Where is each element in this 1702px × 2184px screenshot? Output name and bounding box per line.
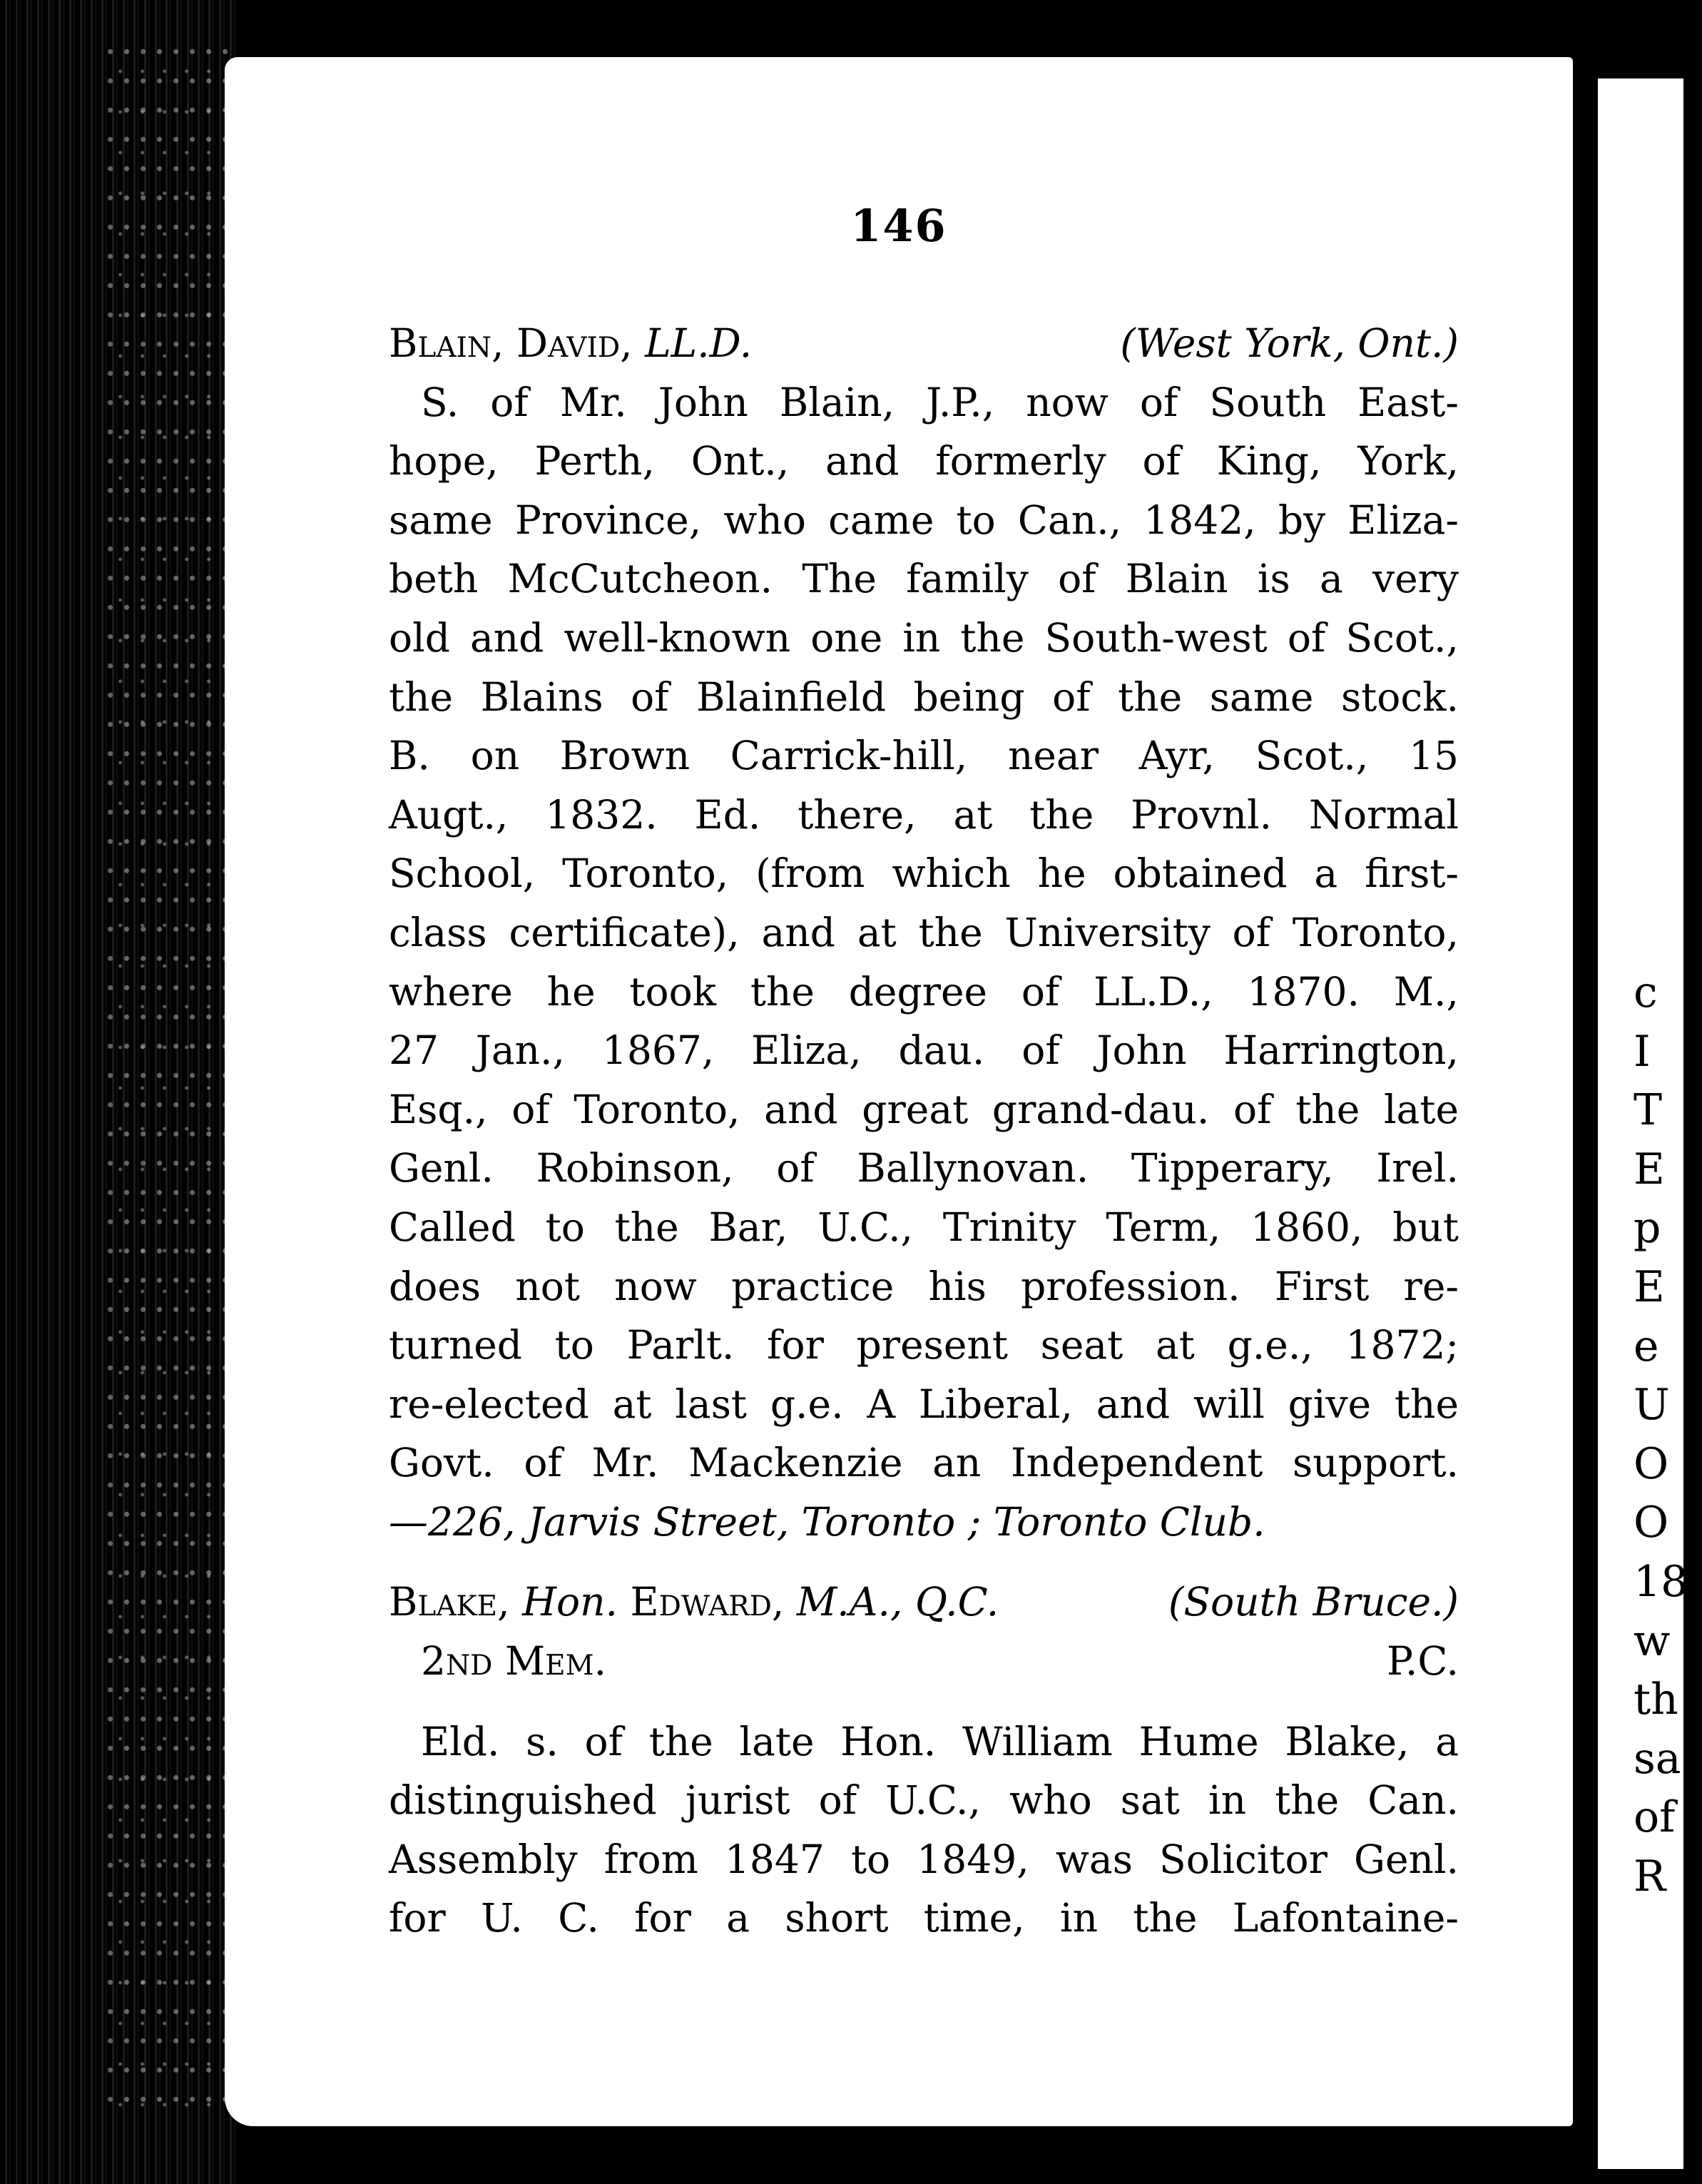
text-block: [389, 314, 1459, 1948]
entry1-line: S. of Mr. John Blain, J.P., now of South East-: [421, 379, 1459, 425]
fragment: O: [1634, 1498, 1669, 1548]
entry1-line: class certificate), and at the University of Toronto,: [389, 909, 1459, 955]
entry1-address: —226, Jarvis Street, Toronto ; Toronto Club.: [389, 1498, 1265, 1545]
entry2-member: 2nd Mem.: [421, 1638, 607, 1685]
entry2-line: Eld. s. of the late Hon. William Hume Blake, a: [421, 1718, 1459, 1764]
entry1-line: same Province, who came to Can., 1842, by Eliza-: [389, 497, 1459, 543]
page-number: 146: [850, 200, 947, 252]
book-spine-edge: [0, 0, 235, 2184]
entry1-line: 27 Jan., 1867, Eliza, dau. of John Harrington,: [389, 1027, 1459, 1074]
fragment: T: [1634, 1085, 1663, 1136]
entry1-constituency: (West York, Ont.): [1120, 320, 1459, 366]
entry2-degrees: M.A., Q.C.: [796, 1579, 999, 1625]
fragment: E: [1634, 1144, 1665, 1194]
entry1-heading: [389, 314, 1459, 373]
fragment: E: [1634, 1261, 1665, 1312]
entry2-given-name: Edward,: [630, 1579, 785, 1625]
fragment: p: [1634, 1203, 1661, 1254]
entry1-line: re-elected at last g.e. A Liberal, and will give the: [389, 1381, 1459, 1427]
entry2-pc: P.C.: [1387, 1638, 1459, 1685]
entry1-line: hope, Perth, Ont., and formerly of King, York,: [389, 438, 1459, 484]
entry2-subheading: [389, 1632, 1459, 1691]
entry1-line: Govt. of Mr. Mackenzie an Independent support.: [389, 1440, 1459, 1486]
entry1-line: beth McCutcheon. The family of Blain is a very: [389, 556, 1459, 602]
entry1-line: School, Toronto, (from which he obtained a first-: [389, 850, 1459, 897]
entry1-line: turned to Parlt. for present seat at g.e., 1872;: [389, 1322, 1459, 1368]
fragment: of: [1634, 1792, 1676, 1843]
fragment: sa: [1634, 1733, 1681, 1784]
entry2-constituency: (South Bruce.): [1168, 1579, 1459, 1625]
fragment: c: [1634, 967, 1658, 1017]
entry2-honorific: Hon.: [522, 1579, 618, 1625]
fragment: th: [1634, 1675, 1678, 1725]
entry1-line: the Blains of Blainfield being of the same stock.: [389, 674, 1459, 720]
entry1-line: Called to the Bar, U.C., Trinity Term, 1860, but: [389, 1204, 1459, 1250]
entry2-surname: Blake,: [389, 1579, 510, 1625]
entry2-line: distinguished jurist of U.C., who sat in the Can.: [389, 1777, 1459, 1824]
entry2-heading: [389, 1573, 1459, 1632]
fragment: e: [1634, 1321, 1659, 1371]
entry1-line: Esq., of Toronto, and great grand-dau. of the late: [389, 1086, 1459, 1132]
fragment: w: [1634, 1615, 1671, 1666]
entry1-line: B. on Brown Carrick-hill, near Ayr, Scot., 15: [389, 733, 1459, 779]
entry1-line: does not now practice his profession. First re-: [389, 1263, 1459, 1309]
entry2-line: for U. C. for a short time, in the Lafontaine-: [389, 1895, 1459, 1941]
entry1-surname: Blain,: [389, 320, 504, 366]
facing-page-text-fragments: [1634, 963, 1691, 1906]
fragment: O: [1634, 1438, 1669, 1489]
entry1-line: Augt., 1832. Ed. there, at the Provnl. Normal: [389, 791, 1459, 838]
fragment: R: [1634, 1851, 1666, 1901]
entry1-degree: LL.D.: [645, 320, 753, 366]
entry1-given-name: David,: [516, 320, 633, 366]
fragment: U: [1634, 1380, 1670, 1431]
entry1-line: old and well-known one in the South-west of Scot.,: [389, 614, 1459, 661]
fragment: I: [1634, 1026, 1651, 1077]
entry1-line: Genl. Robinson, of Ballynovan. Tipperary, Irel.: [389, 1145, 1459, 1192]
entry1-line: where he took the degree of LL.D., 1870. M.,: [389, 968, 1459, 1015]
fragment: 18: [1634, 1556, 1688, 1607]
entry2-line: Assembly from 1847 to 1849, was Solicitor Genl.: [389, 1836, 1459, 1882]
